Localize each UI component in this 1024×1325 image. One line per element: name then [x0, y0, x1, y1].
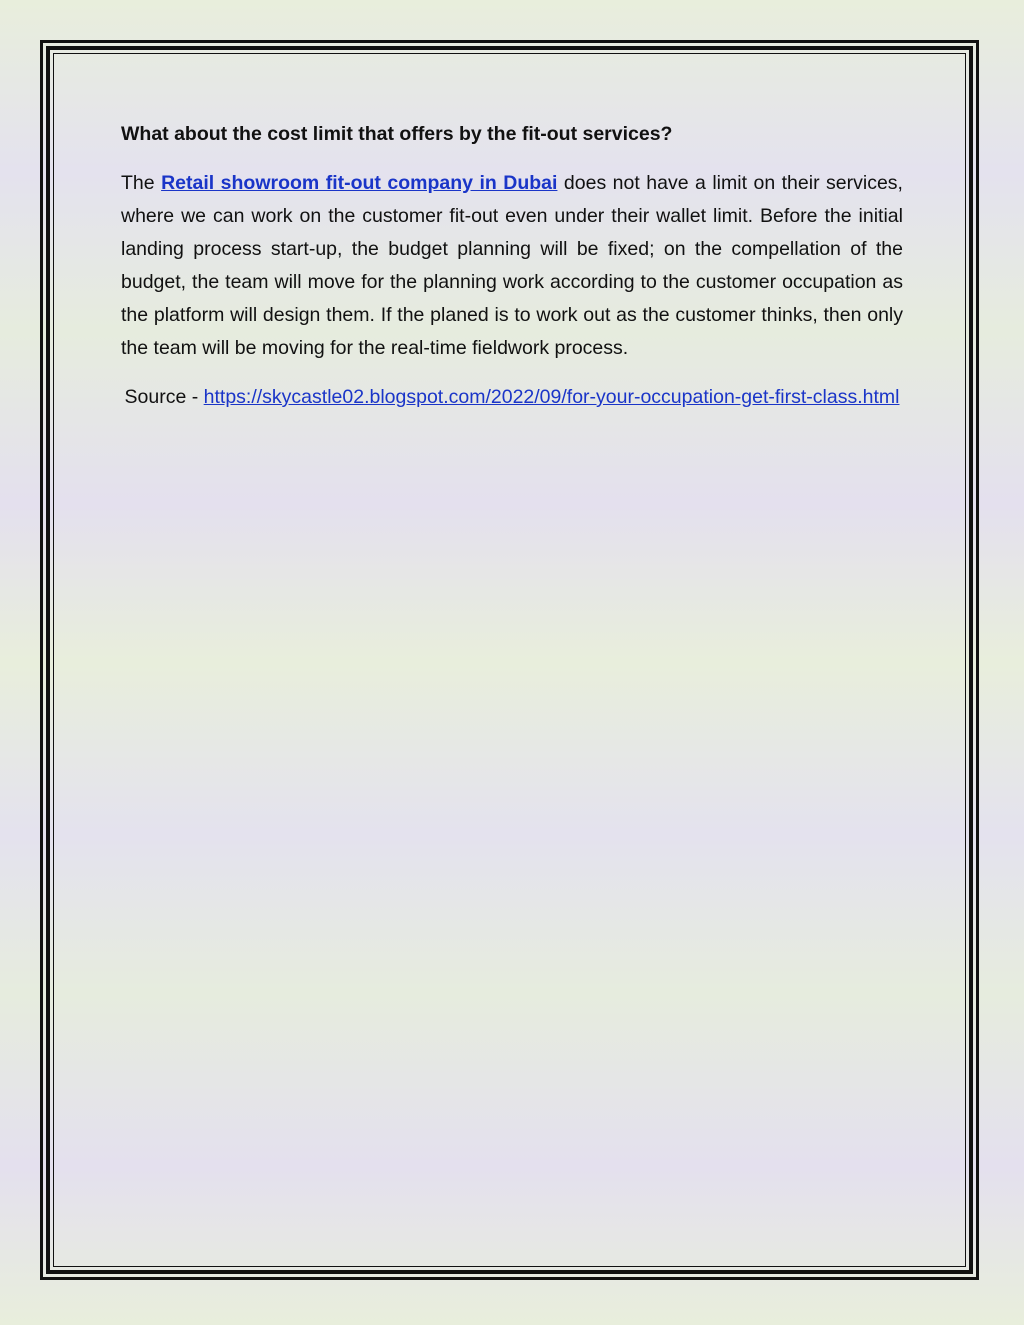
section-heading: What about the cost limit that offers by the fit-out services?	[121, 123, 673, 145]
paragraph-prefix: The	[121, 172, 162, 194]
source-label: Source -	[124, 386, 204, 408]
document-content	[121, 118, 903, 414]
paragraph-body: does not have a limit on their services, where we can work on the customer fit-out even under their wallet limit. Before the initial landing process start-up, the budget planning will be fixed; on the compellation of the budget, the team will move for the planning work according to the customer occupation as the platform will design them. If the planed is to work out as the customer thinks, then only the team will be moving for the real-time fieldwork process.	[121, 172, 903, 359]
body-paragraph	[121, 167, 903, 365]
source-url-link[interactable]: https://skycastle02.blogspot.com/2022/09/for-your-occupation-get-first-class.html	[203, 386, 900, 408]
source-line	[121, 381, 903, 414]
retail-showroom-link[interactable]: Retail showroom fit-out company in Dubai	[161, 172, 558, 194]
